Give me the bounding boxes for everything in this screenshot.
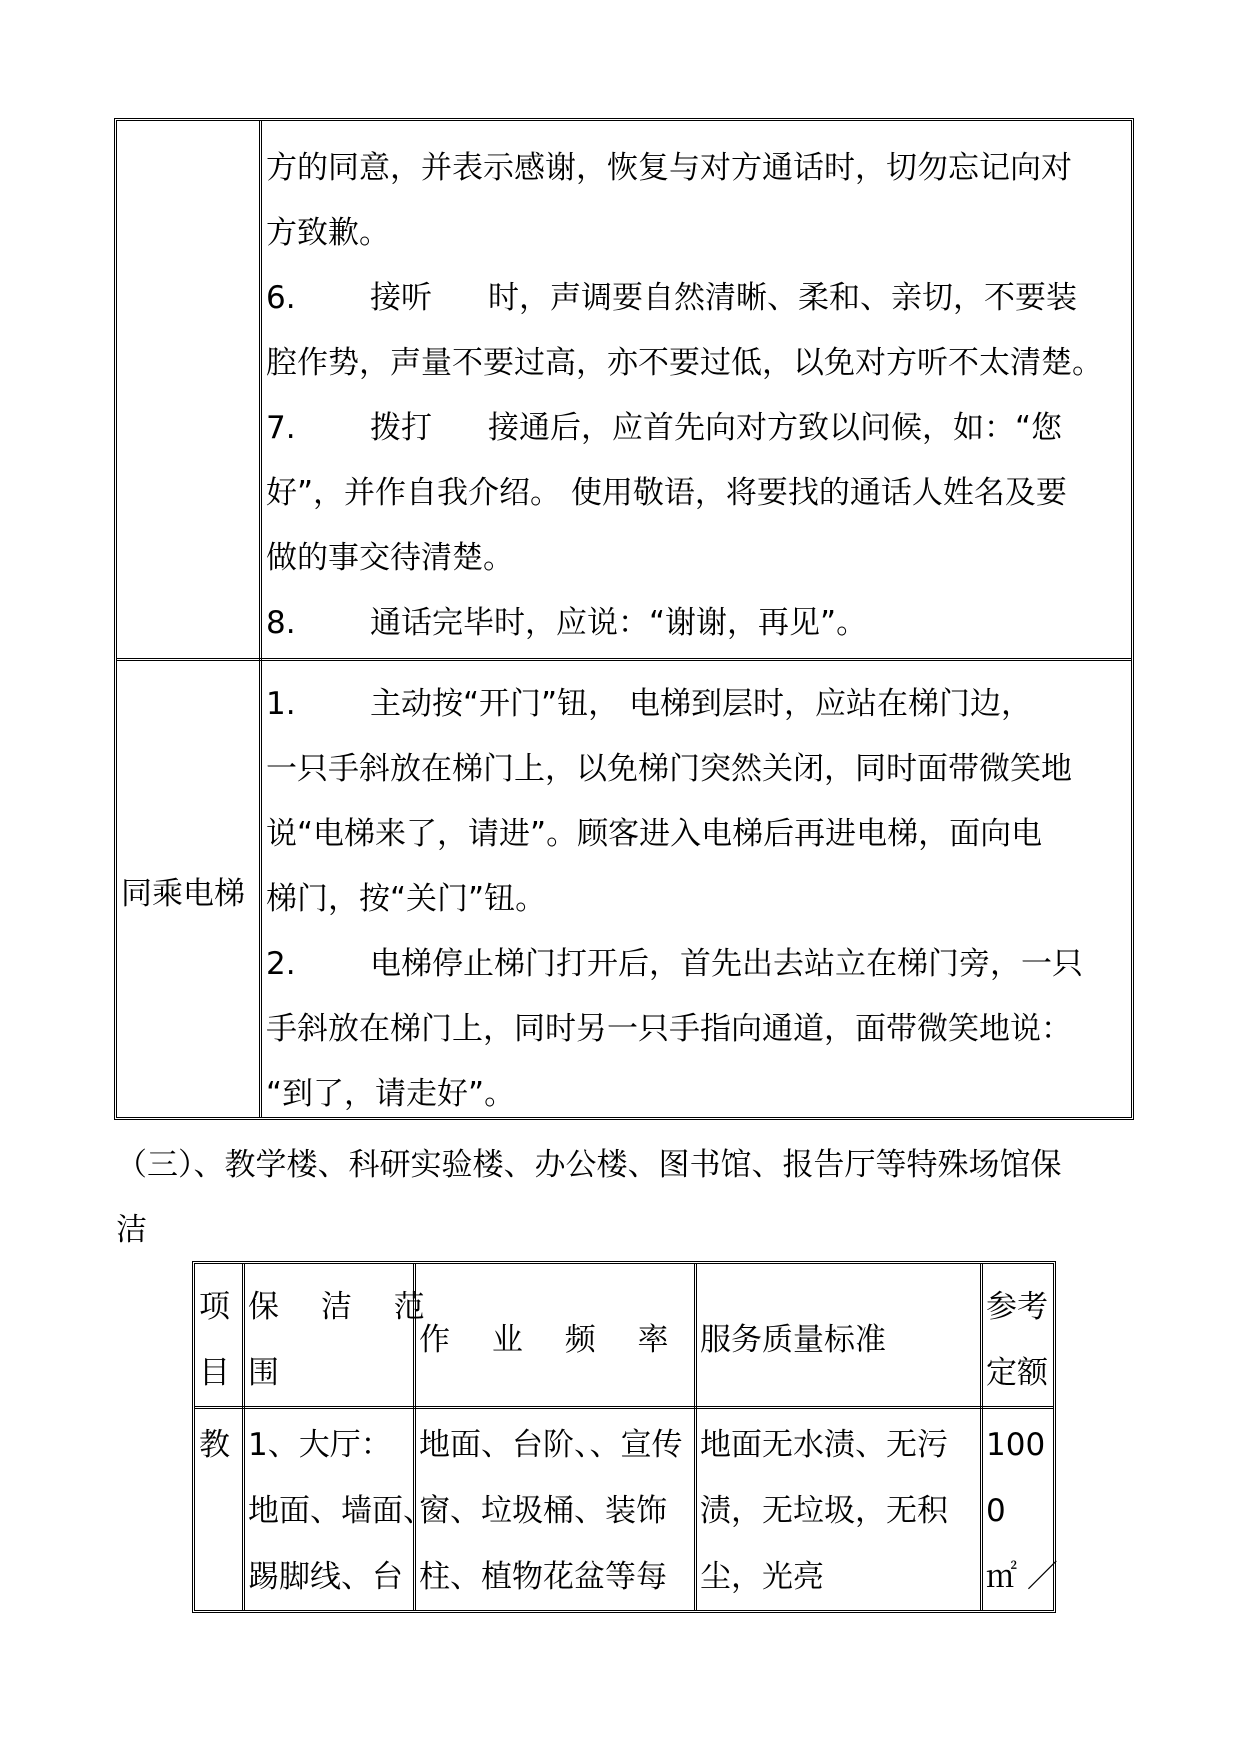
heading-line: （三）、教学楼、科研实验楼、办公楼、图书馆、报告厅等特殊场馆保 (116, 1147, 1062, 1183)
item-6: 6. 接听 时，声调要自然清晰、柔和、亲切，不要装 (266, 280, 1077, 316)
text-line: 一只手斜放在梯门上，以免梯门突然关闭，同时面带微笑地 (266, 751, 1072, 787)
row-divider (117, 658, 1131, 661)
item-1: 1. 主动按“开门”钮， 电梯到层时，应站在梯门边， (266, 686, 1032, 722)
header-standard: 服务质量标准 (700, 1322, 886, 1358)
header-item: 项 目 (199, 1289, 230, 1391)
cell-quota: 100 0 ㎡ ／ (986, 1427, 1058, 1595)
text-line: 说“电梯来了，请进”。顾客进入电梯后再进电梯，面向电 (266, 816, 1043, 852)
text-line: 方的同意，并表示感谢，恢复与对方通话时，切勿忘记向对 (266, 150, 1072, 186)
text-line: 好”，并作自我介绍。 使用敬语，将要找的通话人姓名及要 (266, 475, 1067, 511)
item-2: 2. 电梯停止梯门打开后，首先出去站立在梯门旁，一只 (266, 946, 1083, 982)
column-divider (694, 1264, 697, 1610)
service-etiquette-table (114, 118, 1134, 1120)
item-7: 7. 拨打 接通后，应首先向对方致以问候，如：“您 (266, 410, 1063, 446)
text-line: 做的事交待清楚。 (266, 540, 514, 576)
item-8: 8. 通话完毕时，应说：“谢谢，再见”。 (266, 605, 868, 641)
text-line: 手斜放在梯门上，同时另一只手指向通道，面带微笑地说： (266, 1011, 1072, 1047)
text-line: “到了，请走好”。 (266, 1076, 516, 1112)
phone-etiquette-cell (266, 136, 1132, 656)
column-divider (980, 1264, 983, 1610)
header-frequency: 作 业 频 率 (419, 1322, 685, 1358)
cell-standard: 地面无水渍、无污 渍，无垃圾，无积 尘，光亮 (700, 1427, 948, 1595)
column-divider (259, 121, 262, 1117)
header-scope: 保 洁 范 围 (248, 1289, 441, 1391)
cleaning-standards-table (192, 1261, 1056, 1613)
cell-scope: 1、大厅： 地面、墙面、 踢脚线、台 (248, 1427, 434, 1595)
elevator-row-label: 同乘电梯 (121, 876, 245, 912)
cell-item: 教 (199, 1427, 230, 1463)
section-heading (116, 1133, 1136, 1263)
heading-line: 洁 (116, 1212, 147, 1248)
text-line: 腔作势，声量不要过高，亦不要过低，以免对方听不太清楚。 (266, 345, 1103, 381)
text-line: 方致歉。 (266, 215, 390, 251)
elevator-etiquette-cell (266, 672, 1132, 1127)
column-divider (242, 1264, 245, 1610)
cell-frequency: 地面、台阶、、宣传 窗、垃圾桶、装饰 柱、植物花盆等每 (419, 1427, 683, 1595)
row-divider (195, 1406, 1053, 1409)
header-quota: 参考 定额 (986, 1289, 1048, 1391)
text-line: 梯门，按“关门”钮。 (266, 881, 547, 917)
